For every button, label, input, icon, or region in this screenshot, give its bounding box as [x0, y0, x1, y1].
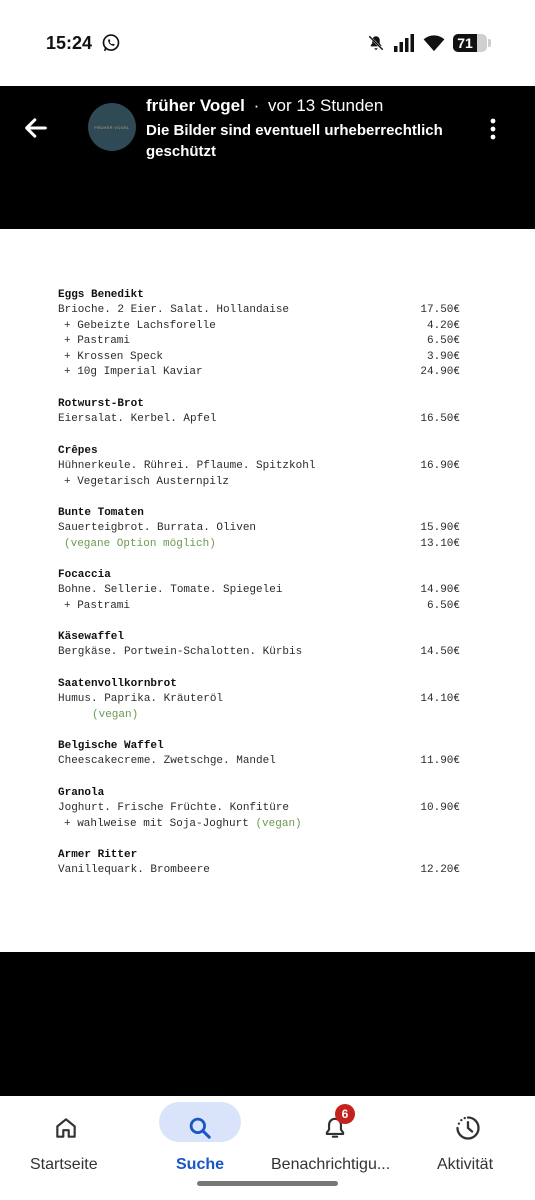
- menu-item-name: Focaccia: [58, 569, 111, 581]
- nav-notifications-label: Benachrichtigu...: [271, 1156, 391, 1173]
- activity-icon: [454, 1114, 482, 1142]
- image-viewer-background: [0, 952, 535, 1096]
- nav-search[interactable]: [159, 1102, 241, 1182]
- menu-image: [0, 229, 535, 952]
- menu-item-price: 17.50€: [420, 304, 460, 316]
- nav-activity-label: Aktivität: [437, 1156, 494, 1173]
- menu-item-price: 12.20€: [420, 864, 460, 876]
- menu-item-description: Cheescakecreme. Zwetschge. Mandel: [58, 755, 276, 767]
- menu-item-price: 10.90€: [420, 802, 460, 814]
- menu-item-price: 15.90€: [420, 522, 460, 534]
- vegan-note: (vegan): [255, 817, 302, 830]
- status-time: 15:24: [46, 33, 93, 53]
- menu-item-name: Belgische Waffel: [58, 740, 164, 752]
- menu-item: [58, 629, 460, 661]
- menu-item-description: Bergkäse. Portwein-Schalotten. Kürbis: [58, 646, 303, 658]
- menu-item-price: 14.10€: [420, 693, 460, 705]
- menu-item-name: Saatenvollkornbrot: [58, 678, 177, 690]
- menu-item: [58, 738, 460, 770]
- nav-search-label: Suche: [176, 1156, 225, 1173]
- copyright-notice: Die Bilder sind eventuell urheberrechtlich geschützt: [146, 122, 443, 160]
- menu-item: [58, 676, 460, 723]
- menu-item: [58, 785, 460, 832]
- menu-item-name: Käsewaffel: [58, 631, 125, 643]
- menu-item-description: Brioche. 2 Eier. Salat. Hollandaise: [58, 304, 290, 316]
- author-name[interactable]: früher Vogel: [146, 96, 245, 115]
- mute-icon: [367, 34, 385, 52]
- menu-addon: + Gebeizte Lachsforelle: [64, 319, 216, 332]
- menu-item-name: Eggs Benedikt: [58, 289, 144, 301]
- menu-item: [58, 567, 460, 614]
- menu-item-description: Eiersalat. Kerbel. Apfel: [58, 413, 217, 425]
- menu-addon-price: 4.20€: [426, 319, 460, 332]
- menu-addon: + Vegetarisch Austernpilz: [64, 475, 230, 488]
- nav-activity[interactable]: [430, 1102, 510, 1182]
- status-bar: [0, 0, 535, 86]
- menu-item: [58, 396, 460, 428]
- menu-item-description: Humus. Paprika. Kräuteröl: [58, 693, 224, 705]
- menu-item-name: Bunte Tomaten: [58, 507, 144, 519]
- menu-item: [58, 847, 460, 879]
- menu-item-price: 16.50€: [420, 413, 460, 425]
- search-icon: [187, 1115, 213, 1141]
- menu-item-price: 14.90€: [420, 584, 460, 596]
- menu-item-description: Bohne. Sellerie. Tomate. Spiegelei: [58, 584, 283, 596]
- menu-item-name: Granola: [58, 787, 105, 799]
- nav-home-label: Startseite: [30, 1156, 98, 1173]
- more-options-icon[interactable]: [486, 117, 500, 141]
- menu-item-name: Armer Ritter: [58, 849, 138, 861]
- menu-item: [58, 505, 460, 552]
- menu-item-name: Rotwurst-Brot: [58, 398, 144, 410]
- whatsapp-icon: [101, 33, 121, 53]
- menu-item-name: Crêpes: [58, 445, 98, 457]
- home-icon: [53, 1115, 79, 1141]
- menu-addon-price: 6.50€: [426, 599, 460, 612]
- menu-addon: + Krossen Speck: [64, 350, 164, 363]
- menu-addon: + Pastrami: [64, 599, 131, 612]
- avatar-logo-text: FRÜHER VOGEL: [94, 124, 130, 130]
- home-indicator[interactable]: [197, 1181, 338, 1186]
- avatar[interactable]: [88, 103, 136, 151]
- title-separator: ·: [253, 96, 260, 115]
- battery-level: 71: [457, 35, 473, 51]
- menu-addon-price: 24.90€: [420, 366, 460, 378]
- menu-addon: + Pastrami: [64, 335, 131, 347]
- menu-item-price: 11.90€: [420, 755, 460, 767]
- nav-notifications[interactable]: [270, 1102, 400, 1182]
- vegan-option-note: (vegane Option möglich): [64, 537, 216, 550]
- menu-item-description: Hühnerkeule. Rührei. Pflaume. Spitzkohl: [58, 460, 316, 472]
- menu-item-price: 14.50€: [420, 646, 460, 658]
- menu-item: [58, 443, 460, 490]
- menu-item: [58, 287, 460, 381]
- wifi-icon: [423, 34, 445, 52]
- menu-addon-price: 6.50€: [426, 335, 460, 347]
- post-header: [0, 86, 535, 229]
- battery-tip: [488, 39, 491, 47]
- menu-addon: + wahlweise mit Soja-Joghurt: [64, 817, 249, 830]
- menu-item-price: 16.90€: [420, 460, 460, 472]
- vegan-note: (vegan): [92, 708, 139, 721]
- post-title: [146, 96, 476, 116]
- battery-icon: [453, 34, 487, 52]
- back-arrow-icon[interactable]: [22, 114, 50, 142]
- menu-item-description: Sauerteigbrot. Burrata. Oliven: [58, 522, 257, 534]
- post-time: vor 13 Stunden: [268, 96, 384, 115]
- menu-item-description: Vanillequark. Brombeere: [58, 864, 210, 876]
- menu-item-description: Joghurt. Frische Früchte. Konfitüre: [58, 802, 290, 814]
- menu-addon-price: 3.90€: [426, 350, 460, 363]
- menu-addon: + 10g Imperial Kaviar: [64, 366, 203, 378]
- nav-home[interactable]: [20, 1102, 112, 1182]
- menu-item-price: 13.10€: [420, 537, 460, 550]
- notification-badge: 6: [335, 1104, 355, 1124]
- signal-icon: [393, 34, 415, 52]
